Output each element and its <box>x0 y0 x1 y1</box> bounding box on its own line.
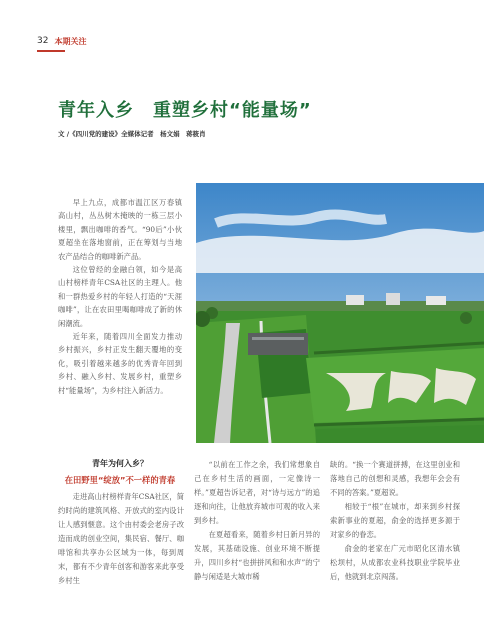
section-subheading: 在田野里“绽放”不一样的青春 <box>64 475 176 485</box>
body-paragraph: 相较于“根”在城市，却来到乡村探索新事业的夏超，俞金的选择更多源于对家乡的眷恋。 <box>330 502 460 539</box>
body-paragraph: 在夏超看来，随着乡村日新月异的发展，其基础设施、创业环境不断提升，四川乡村“也拼拼风和和水声”的宁静与闲适是大城市稀 <box>194 530 320 581</box>
header-rule <box>37 50 65 52</box>
village-aerial-photo <box>196 183 484 443</box>
intro-text <box>58 196 182 397</box>
page-header <box>37 34 86 48</box>
body-paragraph: 缺的。“换一个赛道拼搏，在这里创业和落地自己的创想和灵感，我想年会会有不同的答案。”夏超说。 <box>330 460 460 497</box>
body-column-2 <box>194 458 320 584</box>
article-title: 青年入乡 重塑乡村“能量场” <box>58 100 312 121</box>
section-name: 本期关注 <box>54 36 87 46</box>
page-number: 32 <box>37 36 49 46</box>
article-byline: 文 /《四川党的建设》全媒体记者 杨文娟 蒋筱肖 <box>58 130 206 138</box>
intro-paragraph: 近年来，随着四川全面发力推动乡村振兴，乡村正发生翻天覆地的变化，吸引着越来越多的优秀青年回到乡村、融入乡村、发展乡村，重塑乡村“能量场”，为乡村注入新活力。 <box>58 332 182 395</box>
section-heading: 青年为何入乡？ <box>92 459 148 468</box>
intro-paragraph: 早上九点，成都市温江区万春镇高山村，丛丛树木掩映的一栋三层小楼里，飘出咖啡的香气。“90后”小伙夏超坐在落地窗前，正在筹划与当地农产品结合的咖啡新产品。 <box>58 198 182 261</box>
body-column-1 <box>58 490 184 588</box>
aerial-photo-illustration <box>196 183 484 443</box>
body-column-3 <box>330 458 460 584</box>
body-paragraph: 俞金的老家在广元市昭化区清水镇松坝村，从成都农业科技职业学院毕业后，他就到北京闯荡。 <box>330 544 460 581</box>
body-paragraph: “以前在工作之余，我们常想象自己在乡村生活的画面，一定像诗一样。”夏超告诉记者，对“诗与远方”的追逐和向往，让他放弃城市可观的收入来到乡村。 <box>194 460 320 525</box>
intro-paragraph: 这位曾经的金融白领，如今是高山村榜样青年CSA社区的主理人。他和一群热爱乡村的年轻人打造的“天涯咖啡”，让在农田里喝咖啡成了新的休闲潮流。 <box>58 265 182 328</box>
body-paragraph: 走进高山村榜样青年CSA社区，简约时尚的建筑风格、开放式的室内设计让人感到惬意。这个由村委会老房子改造而成的创业空间，集民宿、餐厅、咖啡馆和共享办公区域为一体，每到周末，都有不少青年创客和游客来此享受乡村生 <box>58 492 184 585</box>
